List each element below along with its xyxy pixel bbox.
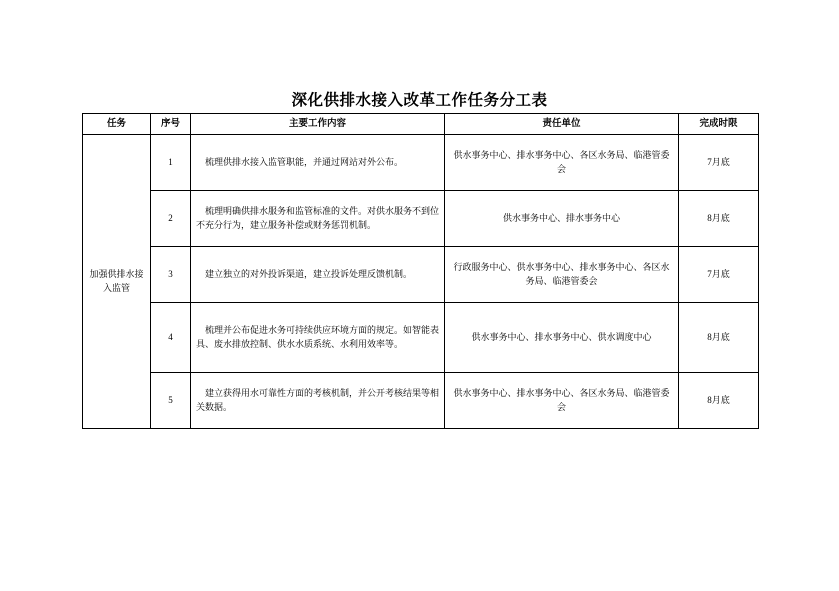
column-header-due: 完成时限: [679, 114, 759, 135]
table-header-row: [83, 114, 759, 135]
row-number: 2: [151, 191, 191, 247]
task-group-cell: 加强供排水接入监管: [83, 135, 151, 429]
row-department: 供水事务中心、排水事务中心、各区水务局、临港管委会: [445, 135, 679, 191]
row-department: 行政服务中心、供水事务中心、排水事务中心、各区水务局、临港管委会: [445, 247, 679, 303]
row-deadline: 8月底: [679, 303, 759, 373]
row-number: 3: [151, 247, 191, 303]
table-row: [83, 191, 759, 247]
row-work-content: 建立获得用水可靠性方面的考核机制，并公开考核结果等相关数据。: [191, 373, 445, 429]
column-header-dept: 责任单位: [445, 114, 679, 135]
table-row: [83, 373, 759, 429]
row-deadline: 7月底: [679, 247, 759, 303]
table-row: [83, 247, 759, 303]
row-number: 4: [151, 303, 191, 373]
row-deadline: 7月底: [679, 135, 759, 191]
task-assignment-table: [82, 113, 759, 429]
table-row: [83, 135, 759, 191]
row-deadline: 8月底: [679, 191, 759, 247]
page-title: 深化供排水接入改革工作任务分工表: [291, 92, 548, 109]
row-number: 5: [151, 373, 191, 429]
row-number: 1: [151, 135, 191, 191]
row-department: 供水事务中心、排水事务中心、供水调度中心: [445, 303, 679, 373]
row-deadline: 8月底: [679, 373, 759, 429]
column-header-work: 主要工作内容: [191, 114, 445, 135]
column-header-no: 序号: [151, 114, 191, 135]
row-work-content: 梳理明确供排水服务和监管标准的文件。对供水服务不到位不充分行为，建立服务补偿或财务惩罚机制。: [191, 191, 445, 247]
row-department: 供水事务中心、排水事务中心、各区水务局、临港管委会: [445, 373, 679, 429]
column-header-task: 任务: [83, 114, 151, 135]
table-row: [83, 303, 759, 373]
row-work-content: 梳理并公布促进水务可持续供应环境方面的规定。如智能表具、废水排放控制、供水水质系统、水利用效率等。: [191, 303, 445, 373]
row-work-content: 梳理供排水接入监管职能，并通过网站对外公布。: [191, 135, 445, 191]
row-work-content: 建立独立的对外投诉渠道，建立投诉处理反馈机制。: [191, 247, 445, 303]
row-department: 供水事务中心、排水事务中心: [445, 191, 679, 247]
